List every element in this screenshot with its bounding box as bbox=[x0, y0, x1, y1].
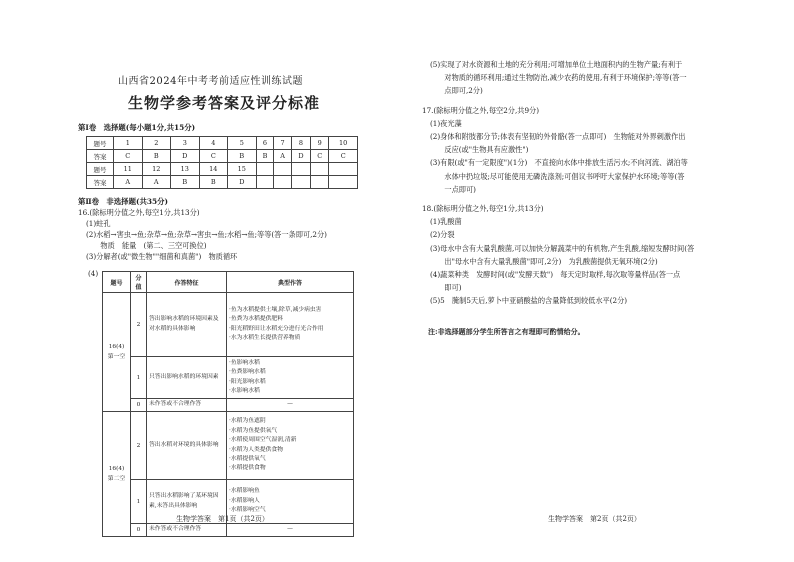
rubric-examples bbox=[227, 524, 354, 537]
mc-row-header: 题号 bbox=[87, 137, 114, 150]
mc-cell: D bbox=[171, 150, 200, 163]
rubric-example-item: ·水稻使周围空气湿润,清新 bbox=[229, 437, 297, 444]
answer-line: 对物质的循环利用;通过生物防治,减少农药的使用,有利于环境保护;等等(答一 bbox=[430, 73, 687, 83]
exam-title: 山西省2024年中考考前适应性训练试题 bbox=[118, 76, 303, 87]
section1-heading: 第Ⅰ卷 选择题(每小题1分,共15分) bbox=[78, 123, 196, 132]
rubric-feature: 只答出水稻影响了某环境因素,未答出具体影响 bbox=[147, 480, 227, 524]
mc-cell: 2 bbox=[142, 137, 171, 150]
mc-cell: C bbox=[329, 150, 358, 163]
rubric-example-item: ·鱼粪影响水稻 bbox=[229, 369, 266, 376]
mc-cell: 4 bbox=[199, 137, 228, 150]
question-heading: 17.(除标明分值之外,每空2分,共9分) bbox=[422, 105, 540, 115]
rubric-row bbox=[103, 412, 354, 480]
mc-cell: A bbox=[274, 150, 292, 163]
rubric-row bbox=[103, 293, 354, 357]
mc-cell bbox=[291, 163, 310, 176]
mc-answer-table bbox=[86, 136, 358, 189]
rubric-example-item: ·阳光影响水稻 bbox=[229, 378, 266, 385]
mc-cell: B bbox=[199, 176, 228, 189]
mc-cell bbox=[329, 163, 358, 176]
q16-line: (2)水稻→害虫→鱼;杂草→鱼;杂草→害虫→鱼;水稻→鱼;等等(答一条即可,2分) bbox=[86, 230, 327, 239]
rubric-header-cell: 作答特征 bbox=[147, 272, 227, 293]
q16-line: 物质 能量 (第二、三空可换位) bbox=[86, 241, 207, 250]
rubric-group-label: 16(4) 第一空 bbox=[103, 293, 131, 412]
rubric-feature: 未作答或不合理作答 bbox=[147, 524, 227, 537]
right-answers bbox=[422, 58, 694, 308]
mc-row-header: 题号 bbox=[87, 163, 114, 176]
rubric-row bbox=[103, 399, 354, 412]
rubric-header-row bbox=[103, 272, 354, 293]
mc-cell: 6 bbox=[256, 137, 274, 150]
rubric-row bbox=[103, 357, 354, 399]
mc-cell: A bbox=[142, 176, 171, 189]
answer-line: (5)5 腌制5天后,萝卜中亚硝酸盐的含量降低到较低水平(2分) bbox=[430, 296, 628, 306]
mc-cell: A bbox=[114, 176, 143, 189]
answer-line: (2)身体和附肢都分节;体表有坚韧的外骨骼(答一点即可) 生物能对外界刺激作出 bbox=[430, 132, 686, 142]
mc-cell: 3 bbox=[171, 137, 200, 150]
mc-cell bbox=[274, 176, 292, 189]
mc-row bbox=[87, 176, 358, 189]
rubric-example-item: — bbox=[287, 526, 293, 533]
mc-cell: 10 bbox=[329, 137, 358, 150]
answer-line: (2)分裂 bbox=[430, 230, 455, 240]
rubric-examples bbox=[227, 399, 354, 412]
answer-line: (3)有限(或"有一定限度")(1分) 不直接向水体中排放生活污水;不向河流、湖泊等 bbox=[430, 158, 688, 168]
rubric-score: 0 bbox=[131, 399, 147, 412]
scoring-rubric-table bbox=[102, 271, 354, 537]
rubric-row bbox=[103, 524, 354, 537]
rubric-example-item: ·阳光稻野田让水稻充分进行光合作用 bbox=[229, 325, 324, 332]
mc-cell: 14 bbox=[199, 163, 228, 176]
rubric-example-item: ·水稻影响人 bbox=[229, 497, 260, 504]
answer-line: 水体中扔垃圾;尽可能使用无磷洗涤剂;可倡议书呼吁大家保护水环境;等等(答 bbox=[430, 171, 685, 181]
grading-note: 注:非选择题部分学生所答言之有理即可酌情给分。 bbox=[428, 327, 585, 336]
rubric-header-cell: 题号 bbox=[103, 272, 131, 293]
mc-cell: B bbox=[171, 176, 200, 189]
mc-cell bbox=[274, 163, 292, 176]
mc-cell: D bbox=[291, 150, 310, 163]
answer-line: (5)实现了对水资源和土地的充分利用;可增加单位土地面积内的生物产量;有利于 bbox=[430, 60, 683, 69]
answer-line: 反应(或"生物具有应激性") bbox=[430, 145, 529, 155]
mc-cell: 12 bbox=[142, 163, 171, 176]
rubric-example-item: ·水稻为鱼提供氧气 bbox=[229, 427, 278, 434]
mc-cell bbox=[291, 176, 310, 189]
rubric-example-item: ·水稻提供氧气 bbox=[229, 455, 266, 462]
page1-footer: 生物学答案 第1页（共2页） bbox=[176, 515, 269, 523]
mc-cell: 5 bbox=[228, 137, 257, 150]
mc-cell: 11 bbox=[114, 163, 143, 176]
mc-cell bbox=[310, 163, 328, 176]
section2-heading: 第Ⅱ卷 非选择题(共35分) bbox=[78, 197, 169, 206]
mc-cell: D bbox=[228, 176, 257, 189]
answer-line: (4)蔬菜种类 发酵时间(或"发酵天数") 每天定时取样,每次取等量样品(答一点 bbox=[430, 270, 681, 280]
rubric-example-item: ·水稻为人类提供食物 bbox=[229, 446, 284, 453]
mc-cell: 1 bbox=[114, 137, 143, 150]
mc-row-header: 答案 bbox=[87, 176, 114, 189]
mc-cell: 9 bbox=[310, 137, 328, 150]
rubric-example-item: ·鱼为水稻提供土壤,除草,减少病虫害 bbox=[229, 306, 322, 313]
rubric-score: 2 bbox=[131, 293, 147, 357]
rubric-example-item: ·水稻为鱼遮阴 bbox=[229, 418, 266, 425]
mc-cell: 15 bbox=[228, 163, 257, 176]
q16-line: 16.(除标明分值之外,每空1分,共13分) bbox=[78, 208, 200, 217]
mc-cell: B bbox=[256, 150, 274, 163]
rubric-examples bbox=[227, 412, 354, 480]
rubric-feature: 答出影响水稻的环境因素及对水稻的具体影响 bbox=[147, 293, 227, 357]
q16-block bbox=[78, 207, 327, 262]
rubric-example-item: ·水稻影响空气 bbox=[229, 507, 266, 514]
rubric-example-item: ·水稻影响鱼 bbox=[229, 488, 260, 495]
mc-row bbox=[87, 150, 358, 163]
question-heading: 18.(除标明分值之外,每空1分,共13分) bbox=[422, 204, 544, 214]
rubric-feature: 只答出影响水稻的环境因素 bbox=[147, 357, 227, 399]
doc-title: 生物学参考答案及评分标准 bbox=[128, 94, 321, 112]
mc-cell: C bbox=[199, 150, 228, 163]
mc-cell bbox=[256, 163, 274, 176]
mc-cell: C bbox=[310, 150, 328, 163]
mc-row bbox=[87, 137, 358, 150]
answer-line: (1)乳酸菌 bbox=[430, 217, 462, 227]
answer-line: 出"母水中含有大量乳酸菌"即可,2分) 为乳酸菌提供无氧环境(2分) bbox=[430, 256, 658, 266]
rubric-score: 1 bbox=[131, 357, 147, 399]
rubric-group-label: 16(4) 第二空 bbox=[103, 412, 131, 537]
mc-row bbox=[87, 163, 358, 176]
rubric-example-item: — bbox=[287, 401, 293, 408]
mc-cell bbox=[256, 176, 274, 189]
mc-cell: B bbox=[142, 150, 171, 163]
answer-line: 一点即可) bbox=[430, 184, 476, 194]
mc-cell: B bbox=[228, 150, 257, 163]
answer-line: (1)夜光藻 bbox=[430, 118, 462, 128]
rubric-examples bbox=[227, 293, 354, 357]
rubric-score: 0 bbox=[131, 524, 147, 537]
mc-cell bbox=[310, 176, 328, 189]
rubric-score: 2 bbox=[131, 412, 147, 480]
rubric-example-item: ·鱼影响水稻 bbox=[229, 359, 260, 366]
rubric-feature: 答出水稻对环境的具体影响 bbox=[147, 412, 227, 480]
mc-cell: 8 bbox=[291, 137, 310, 150]
q16-line: (1)蛀孔 bbox=[86, 219, 111, 228]
mc-cell bbox=[329, 176, 358, 189]
rubric-feature: 未作答或不合理作答 bbox=[147, 399, 227, 412]
rubric-example-item: ·鱼粪为水稻提供肥料 bbox=[229, 316, 284, 323]
rubric-header-cell: 分值 bbox=[131, 272, 147, 293]
answer-line: (3)母水中含有大量乳酸菌,可以加快分解蔬菜中的有机物,产生乳酸,缩短发酵时间(答 bbox=[430, 243, 695, 253]
q16-line: (3)分解者(或"微生物""细菌和真菌") 物质循环 bbox=[86, 252, 238, 261]
answer-line: 即可) bbox=[430, 283, 462, 293]
rubric-score: 1 bbox=[131, 480, 147, 524]
q16-4-label: (4) bbox=[88, 269, 99, 278]
rubric-example-item: ·水稻提供食物 bbox=[229, 465, 266, 472]
rubric-example-item: ·水影响水稻 bbox=[229, 387, 260, 394]
mc-cell: C bbox=[114, 150, 143, 163]
mc-cell: 7 bbox=[274, 137, 292, 150]
rubric-example-item: ·水为水稻生长提供营养物质 bbox=[229, 334, 301, 341]
answer-line: 点即可,2分) bbox=[430, 86, 483, 96]
mc-cell: 13 bbox=[171, 163, 200, 176]
page2-footer: 生物学答案 第2页（共2页） bbox=[548, 515, 641, 523]
rubric-examples bbox=[227, 357, 354, 399]
mc-row-header: 答案 bbox=[87, 150, 114, 163]
rubric-header-cell: 典型作答 bbox=[227, 272, 354, 293]
